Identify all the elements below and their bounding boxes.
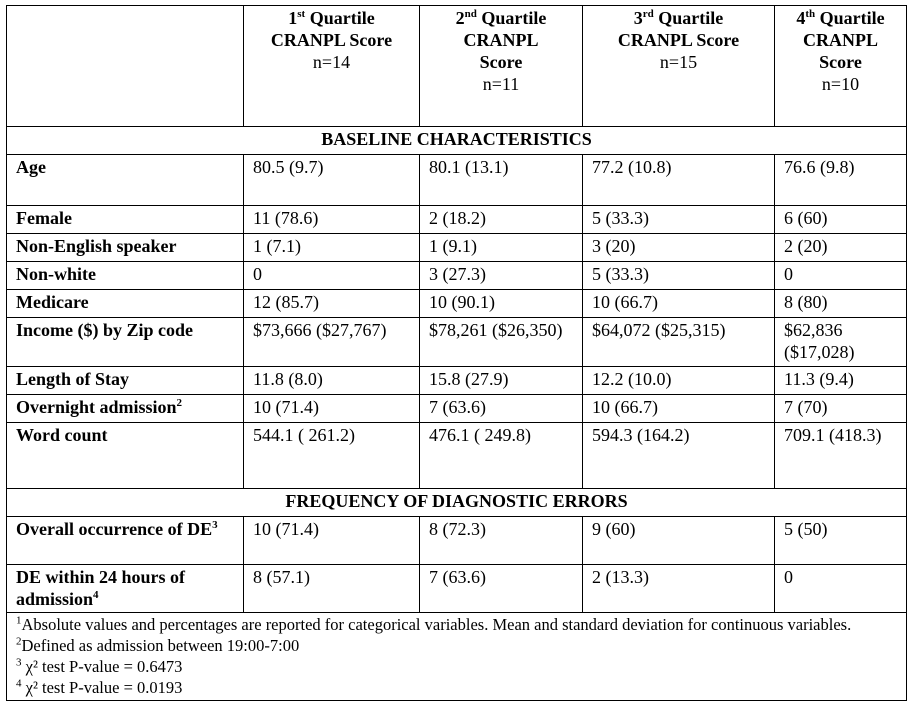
cell-value: 476.1 ( 249.8) xyxy=(420,423,583,489)
cell-value: 544.1 ( 261.2) xyxy=(244,423,420,489)
table-row xyxy=(7,423,907,489)
cell-value: 2 (20) xyxy=(775,234,907,262)
table-row xyxy=(7,395,907,423)
cell-value: 8 (80) xyxy=(775,290,907,318)
cell-value: 76.6 (9.8) xyxy=(775,155,907,206)
section-errors xyxy=(7,489,907,517)
table-row xyxy=(7,206,907,234)
cell-value: 8 (72.3) xyxy=(420,517,583,565)
cell-value: 7 (63.6) xyxy=(420,395,583,423)
cell-value: 11.8 (8.0) xyxy=(244,367,420,395)
footnote: $^3$ χ² test P-value = 0.6473 xyxy=(16,656,183,676)
footnotes xyxy=(7,613,907,701)
table-row xyxy=(7,565,907,613)
cell-value: 8 (57.1) xyxy=(244,565,420,613)
cell-value: 2 (18.2) xyxy=(420,206,583,234)
cell-value: $62,836 ($17,028) xyxy=(775,318,907,367)
cell-value: 5 (50) xyxy=(775,517,907,565)
footnotes-row xyxy=(7,613,907,701)
footnote: $^2$Defined as admission between 19:00-7:00 xyxy=(16,635,300,655)
header-q4: 4th Quartile CRANPL Score n=10 xyxy=(775,6,907,127)
cell-value: 77.2 (10.8) xyxy=(583,155,775,206)
cell-value: 80.1 (13.1) xyxy=(420,155,583,206)
cell-value: 12.2 (10.0) xyxy=(583,367,775,395)
cell-value: 11.3 (9.4) xyxy=(775,367,907,395)
footnote: $^1$Absolute values and percentages are reported for categorical variables. Mean and standard deviation for continuous variables. xyxy=(16,614,852,634)
cell-value: 80.5 (9.7) xyxy=(244,155,420,206)
header-q1: 1st Quartile CRANPL Score n=14 xyxy=(244,6,420,127)
header-empty-cell xyxy=(7,6,244,127)
section-baseline xyxy=(7,127,907,155)
cell-value: 2 (13.3) xyxy=(583,565,775,613)
row-label: Word count xyxy=(7,423,244,489)
cell-value: 7 (63.6) xyxy=(420,565,583,613)
cell-value: 15.8 (27.9) xyxy=(420,367,583,395)
section-title: BASELINE CHARACTERISTICS xyxy=(7,127,907,155)
cell-value: $73,666 ($27,767) xyxy=(244,318,420,367)
header-row xyxy=(7,6,907,127)
cell-value: 1 (7.1) xyxy=(244,234,420,262)
cell-value: 9 (60) xyxy=(583,517,775,565)
section-title: FREQUENCY OF DIAGNOSTIC ERRORS xyxy=(7,489,907,517)
row-label: Length of Stay xyxy=(7,367,244,395)
cell-value: 3 (27.3) xyxy=(420,262,583,290)
row-label: Female xyxy=(7,206,244,234)
cell-value: 7 (70) xyxy=(775,395,907,423)
cell-value: 10 (90.1) xyxy=(420,290,583,318)
header-q3: 3rd Quartile CRANPL Score n=15 xyxy=(583,6,775,127)
cell-value: 1 (9.1) xyxy=(420,234,583,262)
footnote: $^4$ χ² test P-value = 0.0193 xyxy=(16,677,183,697)
table-row xyxy=(7,155,907,206)
table-row xyxy=(7,517,907,565)
header-q2: 2nd Quartile CRANPL Score n=11 xyxy=(420,6,583,127)
cell-value: 5 (33.3) xyxy=(583,206,775,234)
table-row xyxy=(7,262,907,290)
cell-value: 10 (71.4) xyxy=(244,517,420,565)
cell-value: 594.3 (164.2) xyxy=(583,423,775,489)
cell-value: 0 xyxy=(244,262,420,290)
row-label: Income ($) by Zip code xyxy=(7,318,244,367)
cell-value: 12 (85.7) xyxy=(244,290,420,318)
row-label: Age xyxy=(7,155,244,206)
cell-value: 5 (33.3) xyxy=(583,262,775,290)
row-label: Overnight admission$^2$ xyxy=(7,395,244,423)
cell-value: 709.1 (418.3) xyxy=(775,423,907,489)
table-row xyxy=(7,318,907,367)
row-label: Medicare xyxy=(7,290,244,318)
cell-value: 0 xyxy=(775,262,907,290)
cell-value: 0 xyxy=(775,565,907,613)
row-label: DE within 24 hours of admission$^4$ xyxy=(7,565,244,613)
table-row xyxy=(7,367,907,395)
cell-value: 11 (78.6) xyxy=(244,206,420,234)
cell-value: 10 (66.7) xyxy=(583,290,775,318)
cell-value: $78,261 ($26,350) xyxy=(420,318,583,367)
cell-value: 3 (20) xyxy=(583,234,775,262)
results-table-frame xyxy=(6,5,906,701)
table-row xyxy=(7,290,907,318)
cell-value: 6 (60) xyxy=(775,206,907,234)
cell-value: $64,072 ($25,315) xyxy=(583,318,775,367)
cell-value: 10 (71.4) xyxy=(244,395,420,423)
table-row xyxy=(7,234,907,262)
cell-value: 10 (66.7) xyxy=(583,395,775,423)
results-table xyxy=(6,5,907,701)
row-label: Non-English speaker xyxy=(7,234,244,262)
row-label: Overall occurrence of $DE^3$ xyxy=(7,517,244,565)
row-label: Non-white xyxy=(7,262,244,290)
